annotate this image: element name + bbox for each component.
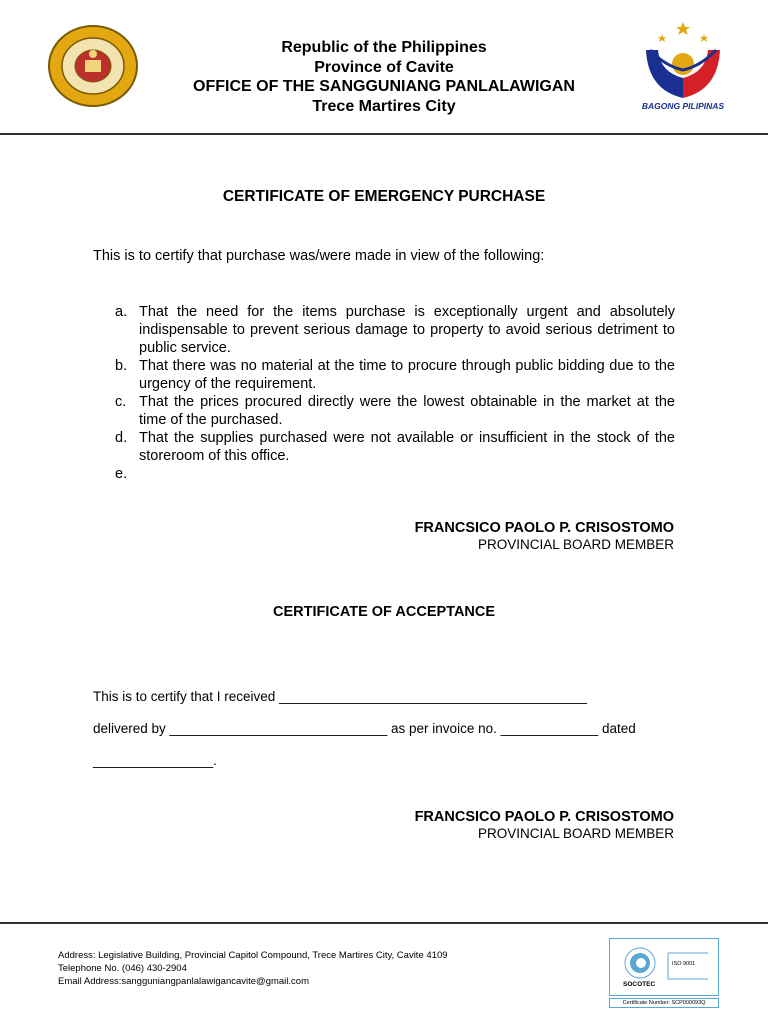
- socotec-certification-badge: [609, 938, 719, 996]
- emergency-intro-text: This is to certify that purchase was/were made in view of the following:: [93, 248, 545, 264]
- list-item-text: That the need for the items purchase is exceptionally urgent and absolutely indispensable to prevent serious damage to property to avoid serious detriment to public service.: [139, 304, 675, 356]
- iso-label: ISO 9001: [672, 961, 696, 967]
- footer-telephone: Telephone No. (046) 430-2904: [58, 963, 187, 974]
- bagong-pilipinas-text: BAGONG PILIPINAS: [641, 101, 725, 111]
- header-divider: [0, 133, 768, 135]
- certificate-number: Certificate Number: SCP000093Q: [609, 998, 719, 1008]
- signatory-name: FRANCSICO PAOLO P. CRISOSTOMO: [414, 809, 674, 825]
- bagong-pilipinas-logo: [630, 20, 736, 116]
- signatory-name: FRANCSICO PAOLO P. CRISOSTOMO: [414, 520, 674, 536]
- acceptance-delivered-line: delivered by _____________________________ as per invoice no. _____________ dated: [93, 721, 636, 736]
- list-item-text: That there was no material at the time to procure through public bidding due to the urgency of the requirement.: [139, 358, 675, 392]
- list-item-text: [139, 465, 675, 483]
- list-item: [115, 303, 675, 357]
- header-line-province: Province of Cavite: [314, 58, 454, 76]
- list-item: [115, 465, 675, 483]
- header-line-city: Trece Martires City: [312, 97, 456, 115]
- header-line-republic: Republic of the Philippines: [281, 39, 487, 56]
- acceptance-signature-block: [415, 809, 674, 842]
- signatory-position: PROVINCIAL BOARD MEMBER: [477, 826, 674, 841]
- list-item-letter: d.: [115, 430, 128, 446]
- emergency-certificate-title: CERTIFICATE OF EMERGENCY PURCHASE: [222, 188, 546, 205]
- footer-address: Address: Legislative Building, Provincial Capitol Compound, Trece Martires City, Cavite 4109: [58, 950, 448, 961]
- list-item: [115, 357, 675, 393]
- emergency-signature-block: [415, 520, 674, 553]
- list-item-letter: b.: [115, 358, 128, 374]
- list-item-text: That the supplies purchased were not available or insufficient in the stock of the storeroom of this office.: [139, 430, 675, 464]
- acceptance-certificate-title: CERTIFICATE OF ACCEPTANCE: [272, 604, 496, 620]
- list-item-letter: a.: [115, 304, 128, 320]
- list-item-letter: e.: [115, 466, 128, 482]
- socotec-label: SOCOTEC: [623, 981, 656, 988]
- footer-email: Email Address:sangguniangpanlalawigancavite@gmail.com: [58, 976, 309, 987]
- list-item: [115, 393, 675, 429]
- list-item-letter: c.: [115, 394, 127, 410]
- signatory-position: PROVINCIAL BOARD MEMBER: [477, 537, 674, 552]
- list-item: [115, 429, 675, 465]
- provincial-seal-logo: [47, 24, 139, 108]
- emergency-conditions-list: [115, 303, 675, 483]
- acceptance-date-line: ________________.: [93, 753, 217, 768]
- list-item-text: That the prices procured directly were the lowest obtainable in the market at the time of the purchased.: [139, 394, 675, 428]
- footer-contact: [58, 949, 448, 988]
- footer-divider: [0, 922, 768, 924]
- letterhead: [150, 38, 618, 116]
- acceptance-received-line: This is to certify that I received _________________________________________: [93, 689, 587, 704]
- header-line-office: OFFICE OF THE SANGGUNIANG PANLALAWIGAN: [193, 78, 575, 95]
